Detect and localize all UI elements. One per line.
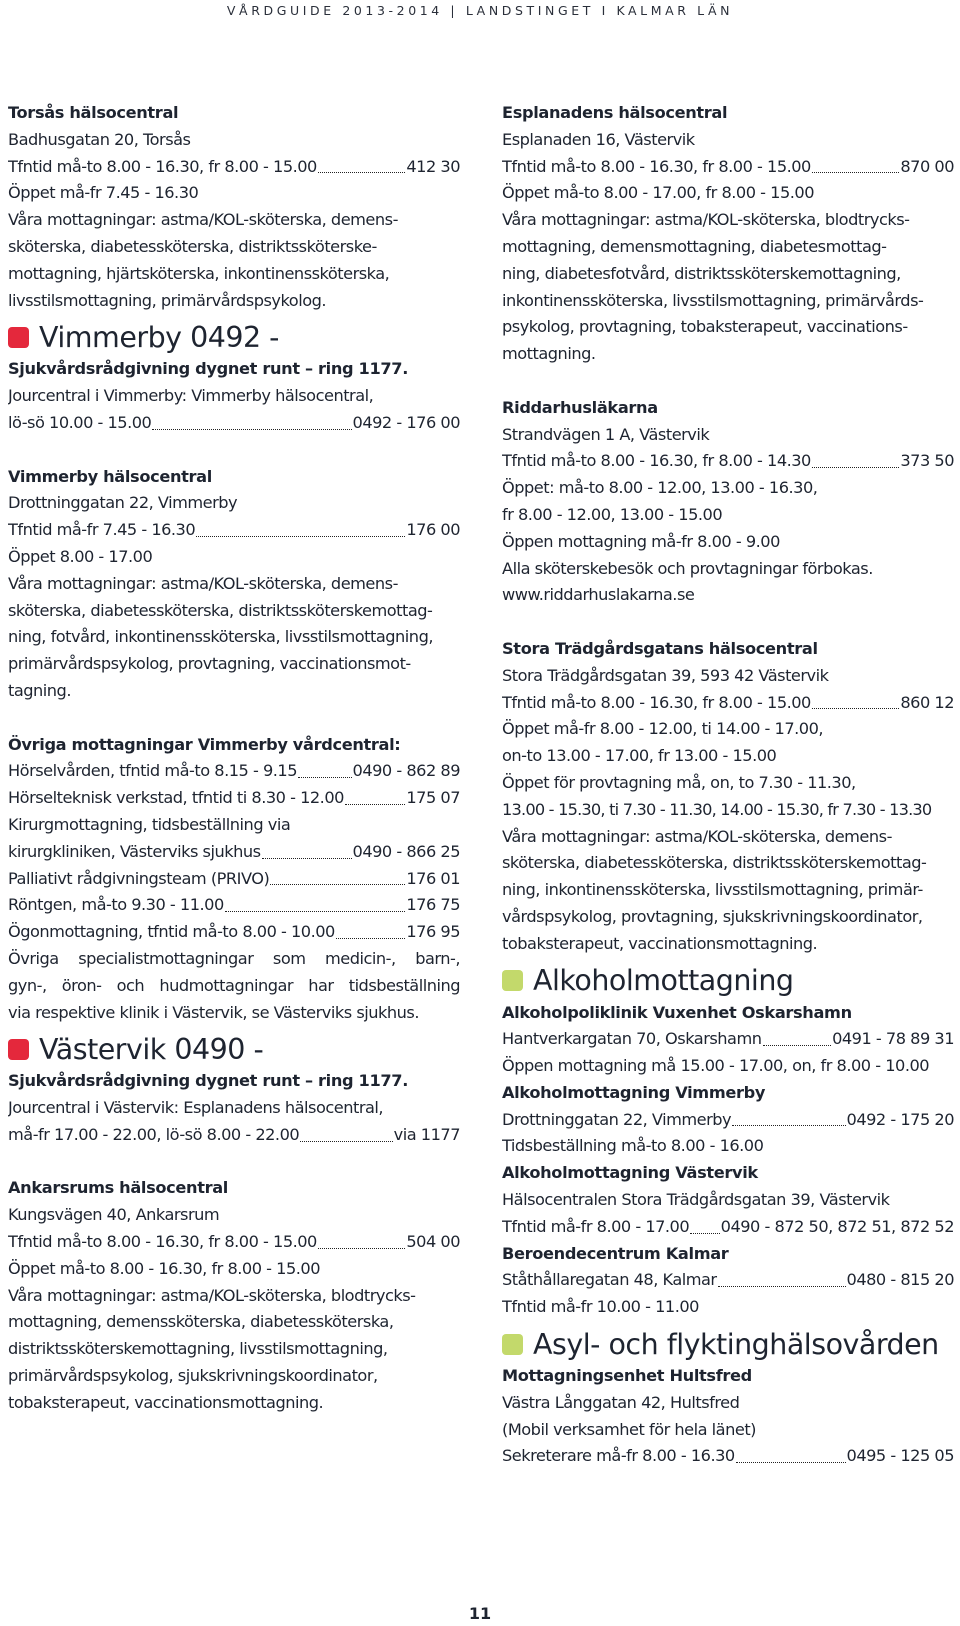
phone-label: Tfntid må-to 8.00 - 16.30, fr 8.00 - 15.00 [8, 1232, 317, 1252]
dot-leader [225, 911, 406, 912]
phone-row [502, 1214, 954, 1241]
spacer [8, 1149, 460, 1176]
phone-number: 176 75 [406, 895, 460, 915]
stora-entry [502, 636, 954, 958]
dot-leader [262, 858, 352, 859]
dot-leader [690, 1233, 719, 1234]
entry-address: Västra Långgatan 42, Hultsfred [502, 1392, 740, 1412]
services-line: mottagning, demenssköterska, diabetessköterska, [8, 1312, 394, 1332]
riddarhus-entry [502, 395, 954, 609]
services-line: sköterska, diabetessköterska, distriktssköterskemottag- [8, 600, 433, 620]
phone-row [8, 866, 460, 893]
entry-title: Mottagningsenhet Hultsfred [502, 1366, 752, 1386]
phone-label: Hörselvården, tfntid må-to 8.15 - 9.15 [8, 761, 297, 781]
entry-address: Hälsocentralen Stora Trädgårdsgatan 39, Västervik [502, 1190, 890, 1210]
opening-hours: Öppet må-to 8.00 - 16.30, fr 8.00 - 15.00 [8, 1258, 320, 1278]
dot-leader [345, 804, 405, 805]
phone-number: 0480 - 815 20 [846, 1270, 954, 1290]
opening-hours: Öppet: må-to 8.00 - 12.00, 13.00 - 16.30, [502, 478, 818, 498]
phone-number: 870 00 [900, 156, 954, 176]
phone-label: Tfntid må-to 8.00 - 16.30, fr 8.00 - 14.30 [502, 451, 811, 471]
dot-leader [718, 1286, 846, 1287]
opening-hours: Öppen mottagning må 15.00 - 17.00, on, fr 8.00 - 10.00 [502, 1056, 930, 1076]
red-square-icon [8, 1039, 29, 1060]
phone-number: 0490 - 866 25 [352, 841, 460, 861]
phone-row [502, 690, 954, 717]
entry-address: Kungsvägen 40, Ankarsrum [8, 1205, 220, 1225]
left-column [8, 100, 460, 1417]
services-line: mottagning, hjärtsköterska, inkontinenssköterska, [8, 263, 390, 283]
dot-leader [732, 1125, 845, 1126]
phone-row [8, 839, 460, 866]
esplanaden-entry [502, 100, 954, 368]
services-line: primärvårdspsykolog, sjukskrivningskoordinator, [8, 1366, 378, 1386]
green-square-icon [502, 1334, 523, 1355]
opening-hours: on-to 13.00 - 17.00, fr 13.00 - 15.00 [502, 746, 777, 766]
opening-hours: 13.00 - 15.30, ti 7.30 - 11.30, 14.00 - 15.30, fr 7.30 - 13.30 [502, 799, 932, 819]
dot-leader [300, 1141, 392, 1142]
section-heading-vastervik [8, 1030, 460, 1068]
dot-leader [736, 1462, 846, 1463]
phone-row [8, 758, 460, 785]
services-line: tobaksterapeut, vaccinationsmottagning. [8, 1392, 324, 1412]
dot-leader [318, 172, 405, 173]
section-heading-alkohol [502, 962, 954, 1000]
entry-address: Drottninggatan 22, Vimmerby [8, 493, 238, 513]
phone-label: Tfntid må-fr 7.45 - 16.30 [8, 520, 196, 540]
phone-number: 176 00 [406, 520, 460, 540]
services-line: tagning. [8, 680, 71, 700]
page-number: 11 [468, 1604, 492, 1623]
advice-line: Sjukvårdsrådgivning dygnet runt – ring 1177. [8, 1071, 408, 1091]
phone-label: Hörselteknisk verkstad, tfntid ti 8.30 - 12.00 [8, 788, 344, 808]
phone-label: Sekreterare må-fr 8.00 - 16.30 [502, 1446, 735, 1466]
entry-title: Stora Trädgårdsgatans hälsocentral [502, 638, 818, 658]
opening-hours: Öppet för provtagning må, on, to 7.30 - 11.30, [502, 772, 856, 792]
services-line: Våra mottagningar: astma/KOL-sköterska, blodtrycks- [8, 1285, 416, 1305]
section-title: Västervik 0490 - [39, 1032, 264, 1066]
phone-number: 860 12 [900, 692, 954, 712]
phone-row [502, 1443, 954, 1470]
phone-label: Tfntid må-fr 8.00 - 17.00 [502, 1216, 690, 1236]
phone-row [8, 517, 460, 544]
phone-row [8, 1122, 460, 1149]
phone-label: Tfntid må-to 8.00 - 16.30, fr 8.00 - 15.00 [502, 156, 811, 176]
website-link[interactable]: www.riddarhuslakarna.se [502, 585, 695, 605]
services-line: mottagning. [502, 344, 596, 364]
spacer [502, 368, 954, 395]
services-line: primärvårdspsykolog, provtagning, vaccinationsmot- [8, 654, 411, 674]
phone-label: Drottninggatan 22, Vimmerby [502, 1109, 732, 1129]
section-heading-vimmerby [8, 318, 460, 356]
dot-leader [318, 1248, 405, 1249]
phone-row [502, 154, 954, 181]
services-line: sköterska, diabetessköterska, distriktssköterskemottag- [502, 853, 927, 873]
phone-label: kirurgkliniken, Västerviks sjukhus [8, 841, 261, 861]
phone-row [502, 1107, 954, 1134]
services-line: Våra mottagningar: astma/KOL-sköterska, demens- [8, 573, 398, 593]
phone-number: 0491 - 78 89 31 [832, 1029, 954, 1049]
entry-address: Strandvägen 1 A, Västervik [502, 424, 710, 444]
jourcentral-line: Jourcentral i Vimmerby: Vimmerby hälsocentral, [8, 386, 374, 406]
phone-row [502, 1026, 954, 1053]
note-line: Övriga specialistmottagningar som medicin-, barn-, [8, 948, 460, 968]
phone-label: Röntgen, må-to 9.30 - 11.00 [8, 895, 224, 915]
dot-leader [336, 938, 406, 939]
opening-hours: Öppet må-fr 8.00 - 12.00, ti 14.00 - 17.00, [502, 719, 824, 739]
phone-row [502, 1267, 954, 1294]
phone-number: 0490 - 862 89 [352, 761, 460, 781]
entry-title: Riddarhusläkarna [502, 397, 658, 417]
entry-address: Stora Trädgårdsgatan 39, 593 42 Västervik [502, 665, 829, 685]
page-header: VÅRDGUIDE 2013-2014 | LANDSTINGET I KALMAR LÄN [226, 3, 734, 18]
dot-leader [270, 884, 405, 885]
asyl-entry [502, 1363, 954, 1470]
phone-number: 176 01 [406, 868, 460, 888]
phone-number: 504 00 [406, 1232, 460, 1252]
green-square-icon [502, 970, 523, 991]
phone-row [8, 1229, 460, 1256]
text-line: Kirurgmottagning, tidsbeställning via [8, 814, 291, 834]
phone-number: 0490 - 872 50, 872 51, 872 52 [720, 1216, 954, 1236]
opening-hours: Öppet 8.00 - 17.00 [8, 546, 153, 566]
jourcentral-line: Jourcentral i Västervik: Esplanadens hälsocentral, [8, 1098, 384, 1118]
phone-number: via 1177 [393, 1124, 460, 1144]
phone-number: 412 30 [406, 156, 460, 176]
services-line: mottagning, demensmottagning, diabetesmottag- [502, 236, 887, 256]
services-line: distriktssköterskemottagning, livsstilsmottagning, [8, 1339, 388, 1359]
services-line: vårdspsykolog, provtagning, sjukskrivningskoordinator, [502, 906, 923, 926]
opening-hours: fr 8.00 - 12.00, 13.00 - 15.00 [502, 504, 723, 524]
phone-number: 0495 - 125 05 [846, 1446, 954, 1466]
phone-row [502, 448, 954, 475]
services-line: livsstilsmottagning, primärvårdspsykolog. [8, 290, 327, 310]
phone-number: 373 50 [900, 451, 954, 471]
dot-leader [152, 429, 351, 430]
dot-leader [812, 467, 899, 468]
spacer [502, 609, 954, 636]
spacer [8, 705, 460, 732]
phone-label: Ståthållaregatan 48, Kalmar [502, 1270, 717, 1290]
opening-hours: Öppet må-to 8.00 - 17.00, fr 8.00 - 15.00 [502, 183, 814, 203]
entry-title: Ankarsrums hälsocentral [8, 1178, 228, 1198]
dot-leader [298, 777, 352, 778]
note-line: gyn-, öron- och hudmottagningar har tidsbeställning [8, 975, 460, 995]
note-line: (Mobil verksamhet för hela länet) [502, 1419, 756, 1439]
phone-number: 176 95 [406, 922, 460, 942]
entry-title: Vimmerby hälsocentral [8, 466, 212, 486]
phone-row [8, 919, 460, 946]
phone-row [8, 892, 460, 919]
section-title: Vimmerby 0492 - [39, 320, 279, 354]
opening-hours: Öppet må-fr 7.45 - 16.30 [8, 183, 199, 203]
red-square-icon [8, 327, 29, 348]
phone-label: Ögonmottagning, tfntid må-to 8.00 - 10.00 [8, 922, 335, 942]
note-line: Alla sköterskebesök och provtagningar förbokas. [502, 558, 873, 578]
section-heading-asyl [502, 1325, 954, 1363]
phone-number: 0492 - 176 00 [352, 412, 460, 432]
phone-label: lö-sö 10.00 - 15.00 [8, 412, 152, 432]
phone-row [8, 410, 460, 437]
entry-title: Torsås hälsocentral [8, 103, 179, 122]
opening-hours: Tfntid må-fr 10.00 - 11.00 [502, 1297, 699, 1317]
entry-address: Badhusgatan 20, Torsås [8, 129, 191, 149]
services-line: Våra mottagningar: astma/KOL-sköterska, demens- [8, 210, 398, 230]
services-line: tobaksterapeut, vaccinationsmottagning. [502, 933, 818, 953]
entry-title: Alkoholpoliklinik Vuxenhet Oskarshamn [502, 1002, 852, 1022]
entry-address: Esplanaden 16, Västervik [502, 129, 695, 149]
entry-title: Beroendecentrum Kalmar [502, 1243, 729, 1263]
phone-row [8, 154, 460, 181]
entry-title: Övriga mottagningar Vimmerby vårdcentral: [8, 734, 401, 754]
torsas-entry [8, 100, 460, 314]
phone-label: må-fr 17.00 - 22.00, lö-sö 8.00 - 22.00 [8, 1124, 300, 1144]
phone-row [8, 785, 460, 812]
services-line: inkontinenssköterska, livsstilsmottagning, primärvårds- [502, 290, 924, 310]
dot-leader [763, 1045, 832, 1046]
services-line: Våra mottagningar: astma/KOL-sköterska, demens- [502, 826, 892, 846]
ovriga-entry [8, 732, 460, 1027]
phone-number: 0492 - 175 20 [846, 1109, 954, 1129]
section-title: Alkoholmottagning [533, 964, 794, 997]
alkohol-entries [502, 1000, 954, 1322]
note-line: via respektive klinik i Västervik, se Västerviks sjukhus. [8, 1002, 419, 1022]
entry-title: Esplanadens hälsocentral [502, 103, 728, 122]
phone-label: Palliativt rådgivningsteam (PRIVO) [8, 868, 270, 888]
opening-hours: Öppen mottagning må-fr 8.00 - 9.00 [502, 531, 780, 551]
dot-leader [812, 172, 899, 173]
services-line: ning, diabetesfotvård, distriktssköterskemottagning, [502, 263, 901, 283]
vimmerby-hc-entry [8, 464, 460, 705]
phone-label: Tfntid må-to 8.00 - 16.30, fr 8.00 - 15.00 [8, 156, 317, 176]
ankarsrum-entry [8, 1175, 460, 1416]
services-line: psykolog, provtagning, tobaksterapeut, vaccinations- [502, 317, 908, 337]
services-line: sköterska, diabetessköterska, distriktssköterske- [8, 236, 377, 256]
spacer [8, 437, 460, 464]
section-title: Asyl- och flyktinghälsovården [533, 1327, 939, 1361]
phone-label: Hantverkargatan 70, Oskarshamn [502, 1029, 762, 1049]
entry-title: Alkoholmottagning Västervik [502, 1163, 758, 1183]
services-line: ning, fotvård, inkontinenssköterska, livsstilsmottagning, [8, 627, 433, 647]
entry-title: Alkoholmottagning Vimmerby [502, 1082, 766, 1102]
opening-hours: Tidsbeställning må-to 8.00 - 16.00 [502, 1136, 764, 1156]
right-column [502, 100, 954, 1470]
services-line: ning, inkontinenssköterska, livsstilsmottagning, primär- [502, 880, 923, 900]
phone-label: Tfntid må-to 8.00 - 16.30, fr 8.00 - 15.00 [502, 692, 811, 712]
services-line: Våra mottagningar: astma/KOL-sköterska, blodtrycks- [502, 210, 910, 230]
phone-number: 175 07 [406, 788, 460, 808]
dot-leader [196, 536, 405, 537]
dot-leader [812, 708, 899, 709]
advice-line: Sjukvårdsrådgivning dygnet runt – ring 1177. [8, 359, 408, 379]
